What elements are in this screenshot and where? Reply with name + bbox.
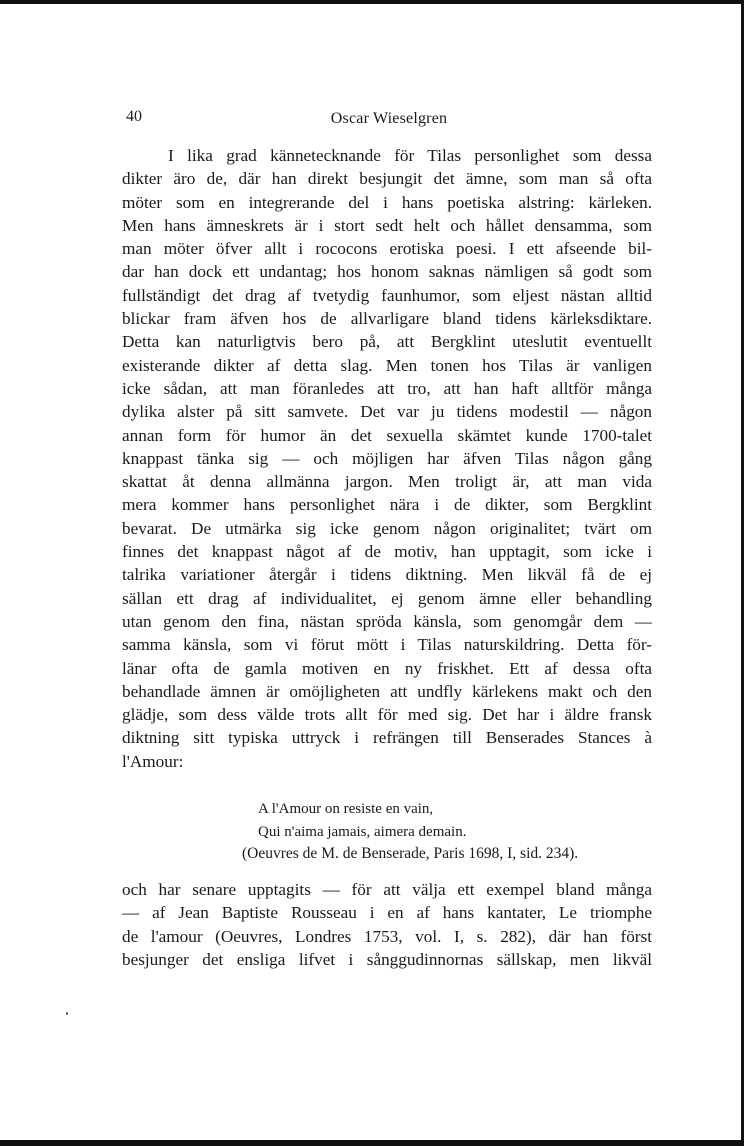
text-line: — af Jean Baptiste Rousseau i en af hans kantater, Le triomphe bbox=[122, 903, 652, 923]
text-line: fullständigt det drag af tvetydig faunhumor, som eljest nästan alltid bbox=[122, 285, 652, 305]
scan-border-bottom bbox=[0, 1140, 744, 1146]
text-line: Detta kan naturligtvis bero på, att Bergklint uteslutit eventuellt bbox=[122, 332, 652, 352]
scan-border-top bbox=[0, 0, 744, 4]
running-head: Oscar Wieselgren bbox=[330, 110, 448, 127]
text-line: blickar fram äfven hos de allvarligare bland tidens kärleksdiktare. bbox=[122, 309, 652, 329]
text-line: Men hans ämneskrets är i stort sedt helt och hållet densamma, som bbox=[122, 215, 652, 235]
text-line: annan form för humor än det sexuella skämtet kunde 1700-talet bbox=[122, 425, 652, 445]
verse-quotation bbox=[122, 798, 652, 866]
text-line: besjunger det ensliga lifvet i sånggudinnornas sällskap, men likväl bbox=[122, 949, 652, 969]
verse-line-1: A l'Amour on resiste en vain, bbox=[258, 801, 434, 817]
text-line: existerande dikter af detta slag. Men tonen hos Tilas är vanligen bbox=[122, 355, 652, 375]
text-line: diktning sitt typiska uttryck i refrängen till Benserades Stances à bbox=[122, 728, 652, 748]
paragraph-2 bbox=[122, 878, 652, 971]
text-line: finnes det knappast något af de motiv, han upptagit, som icke i bbox=[122, 542, 652, 562]
text-line: samma känsla, som vi förut mött i Tilas naturskildring. Detta för- bbox=[122, 635, 652, 655]
text-line: talrika variationer återgår i tidens diktning. Men likväl få de ej bbox=[122, 565, 652, 585]
text-line: länar ofta de gamla motiven en ny friskhet. Ett af dessa ofta bbox=[122, 658, 652, 678]
text-line: bevarat. De utmärka sig icke genom någon originalitet; tvärt om bbox=[122, 518, 652, 538]
text-line: sällan ett drag af individualitet, ej genom ämne eller behandling bbox=[122, 588, 652, 608]
text-line: och har senare upptagits — för att välja ett exempel bland många bbox=[122, 880, 652, 899]
page-number: 40 bbox=[126, 108, 142, 125]
text-line: dylika alster på sitt samvete. Det var ju tidens modestil — någon bbox=[122, 402, 652, 422]
text-line: dar han dock ett undantag; hos honom saknas nämligen så godt som bbox=[122, 262, 652, 282]
text-line: skattat åt denna allmänna jargon. Men troligt är, att man vida bbox=[122, 472, 652, 492]
text-line: I lika grad kännetecknande för Tilas personlighet som dessa bbox=[168, 146, 652, 165]
text-line: de l'amour (Oeuvres, Londres 1753, vol. I, s. 282), där han först bbox=[122, 926, 652, 946]
paragraph-1 bbox=[122, 144, 652, 773]
verse-citation: (Oeuvres de M. de Benserade, Paris 1698, I, sid. 234). bbox=[242, 845, 579, 862]
text-line: icke sådan, att man föranledes att tro, att han haft alltför många bbox=[122, 378, 652, 398]
verse-line-2: Qui n'aima jamais, aimera demain. bbox=[258, 823, 467, 840]
text-line: man möter öfver allt i rococons erotiska poesi. I ett afseende bil- bbox=[122, 239, 652, 259]
text-line: knappast tänka sig — och möjligen har äfven Tilas någon gång bbox=[122, 448, 652, 468]
text-line: mera kommer hans personlighet nära i de dikter, som Bergklint bbox=[122, 495, 652, 515]
text-line: dikter äro de, där han direkt besjungit det ämne, som man så ofta bbox=[122, 169, 652, 189]
page-header bbox=[126, 108, 652, 130]
text-line: l'Amour: bbox=[122, 751, 184, 771]
text-line: glädje, som dess välde trots allt för med sig. Det har i äldre fransk bbox=[122, 705, 652, 725]
text-line: behandlade ämnen är omöjligheten att undfly kärlekens makt och den bbox=[122, 681, 652, 701]
text-line: utan genom den fina, nästan spröda känsla, som genomgår dem — bbox=[122, 611, 652, 631]
text-line: möter som en integrerande del i hans poetiska alstring: kärleken. bbox=[122, 192, 652, 212]
scan-speck bbox=[66, 1012, 68, 1015]
